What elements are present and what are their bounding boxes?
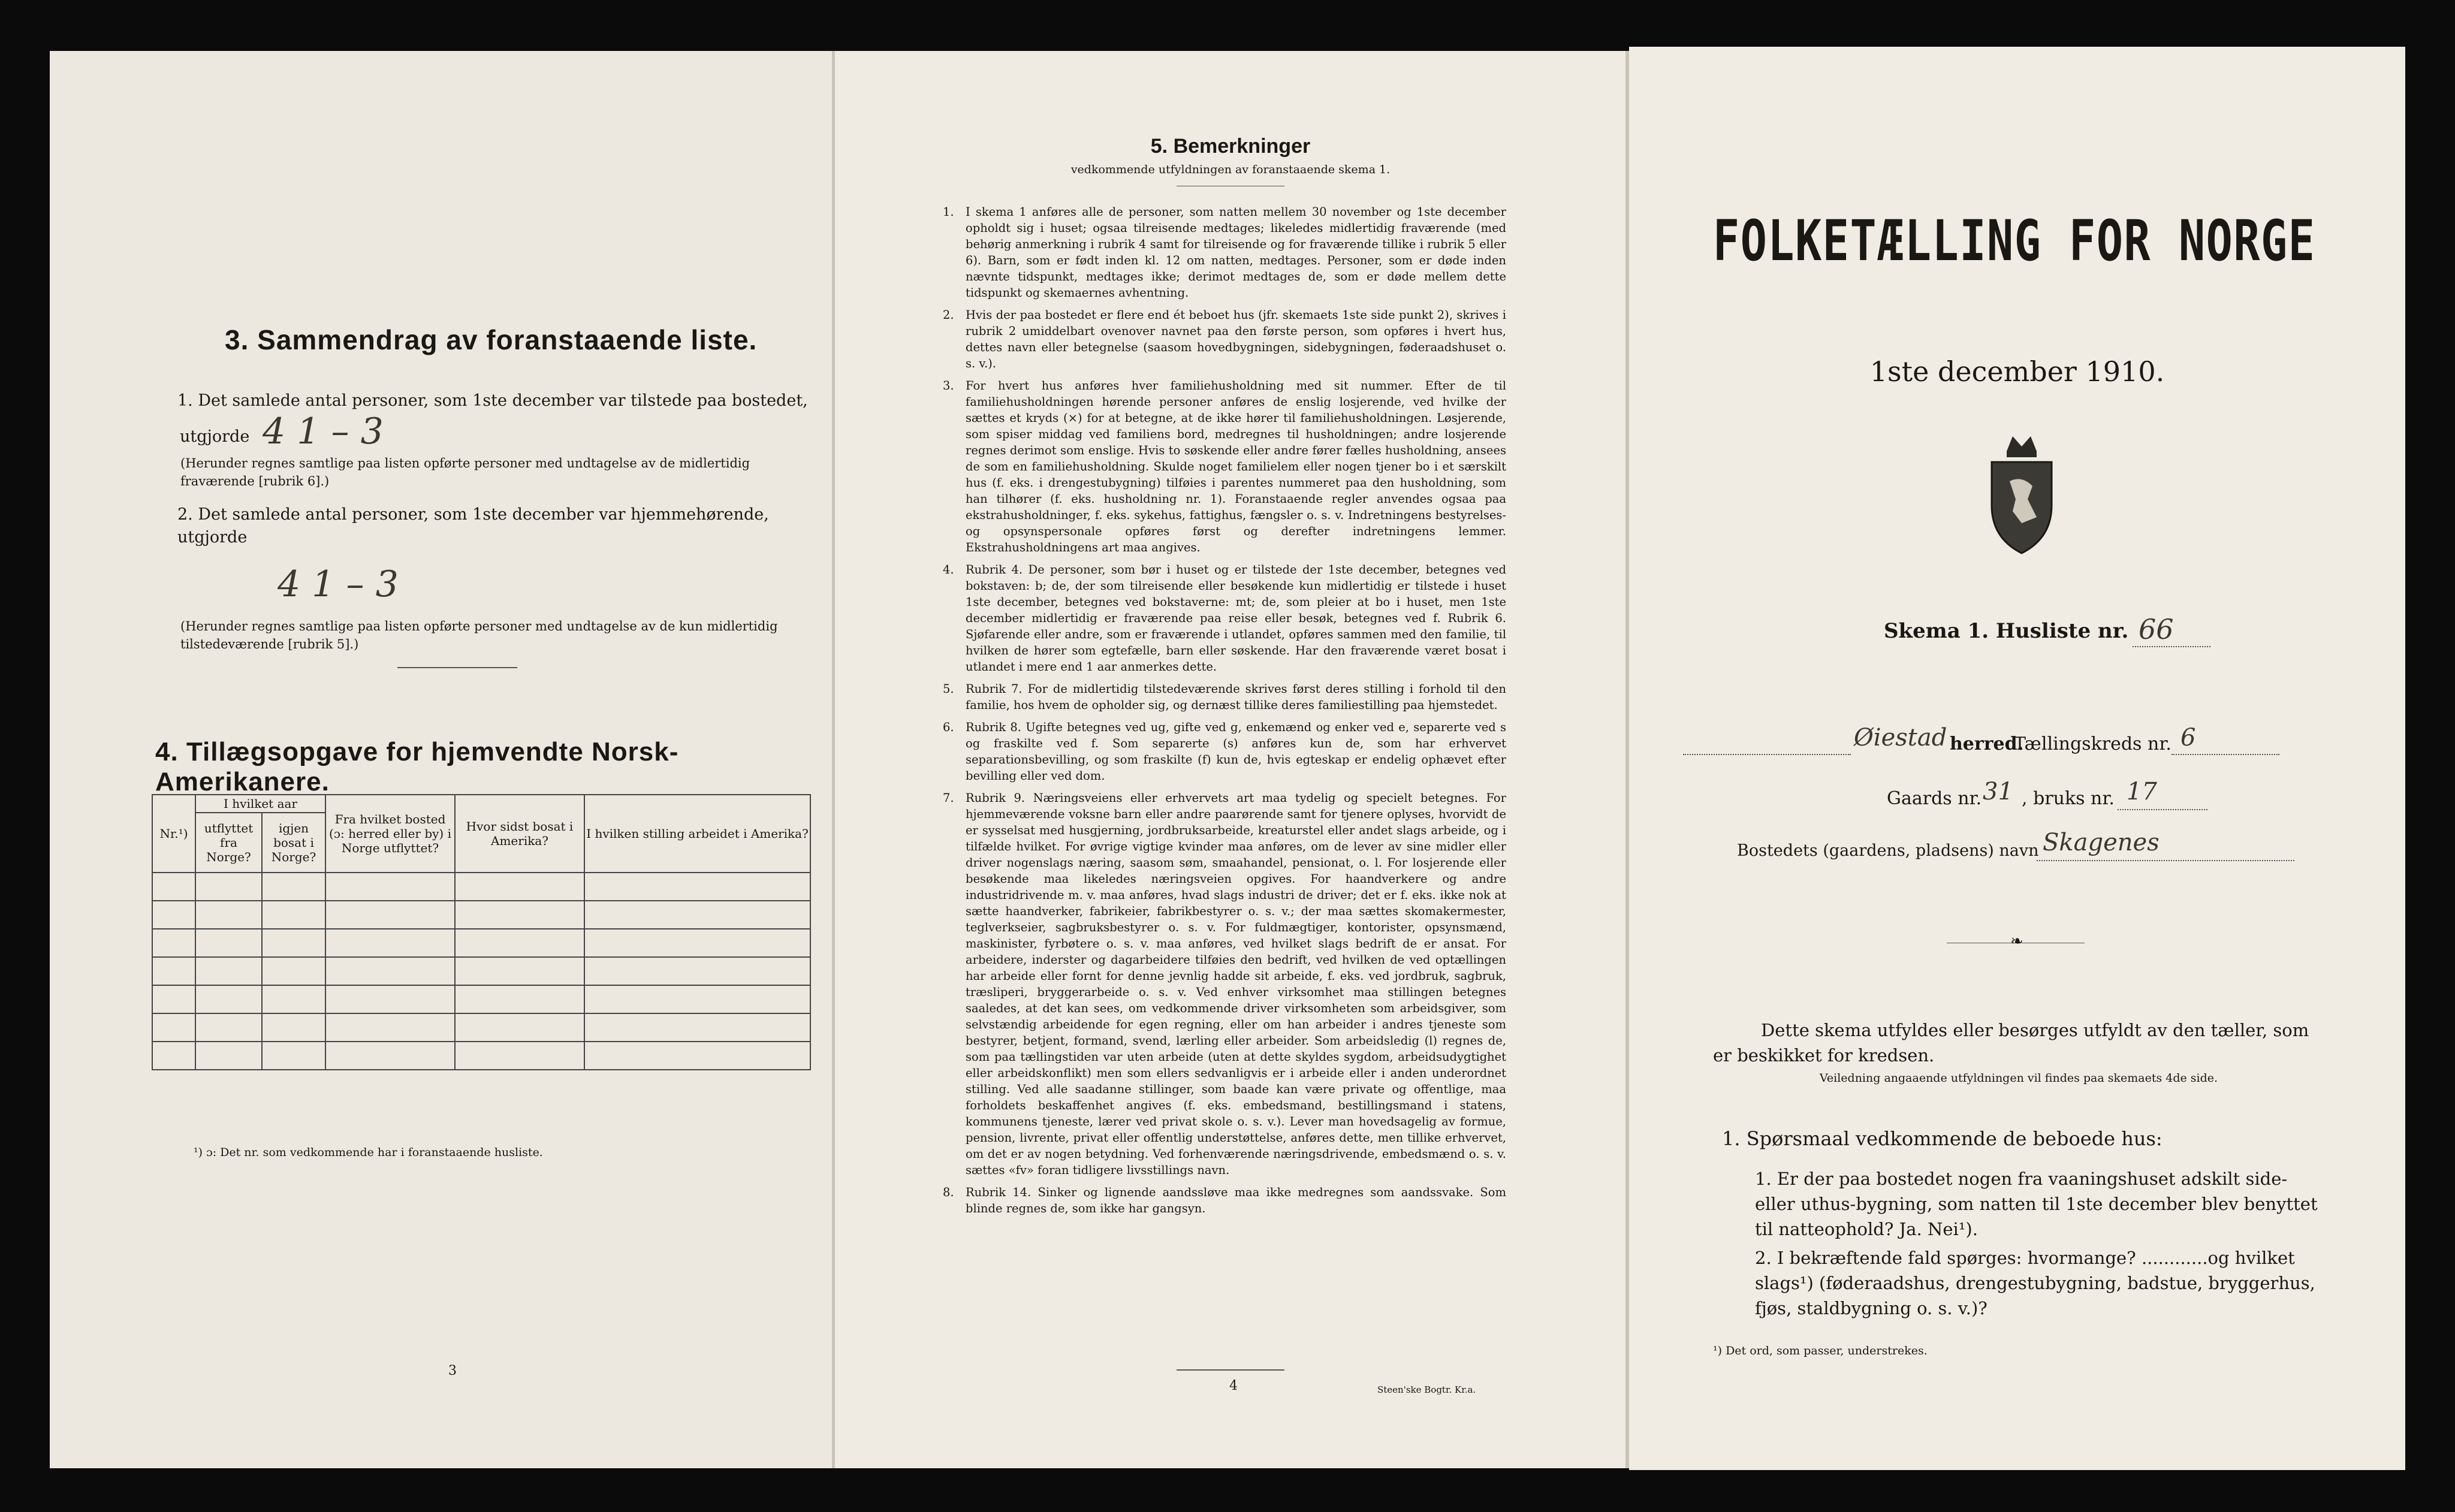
herred-label: herred. xyxy=(1950,734,2024,755)
table-row xyxy=(152,929,810,957)
remark-item xyxy=(943,790,1506,1178)
remark-number: 3. xyxy=(943,379,954,393)
page-1 xyxy=(1629,47,2405,1470)
remark-item xyxy=(943,1184,1506,1217)
remark-text: Rubrik 4. De personer, som bør i huset og er tilstede der 1ste december, betegnes ved bokstaven: b; de, der som tilreisende eller besøkende kun midlertidig er tilstede i huset 1ste december, betegnes ved bokstaverne: mt; de, som pleier at bo i huset, men 1ste december midlertidig er fraværende paa reise eller besøk, betegnes ved f. Rubrik 6. Sjøfarende eller andre, som er fraværende i utlandet, opføres sammen med den familie, til hvilken de hører som egtefælle, barn eller søskende. Har den fraværende været bosat i utlandet i mere end 1 aar anmerkes dette. xyxy=(966,563,1506,674)
norsk-amerikanere-table xyxy=(152,794,811,1070)
remark-text: Hvis der paa bostedet er flere end ét beboet hus (jfr. skemaets 1ste side punkt 2), skrives i rubrik 2 umiddelbart ovenover navnet paa den første person, som opføres i hvert hus, dettes navn eller betegnelse (saasom hovedbygningen, sidebygningen, føderaadshuset o. s. v.). xyxy=(966,308,1506,370)
herred-line-left xyxy=(1683,754,1851,755)
gaards-value: 31 xyxy=(1983,778,2013,805)
col-utflyttet: utflyttet fra Norge? xyxy=(195,813,262,873)
krets-line xyxy=(2172,754,2279,755)
page-number: 4 xyxy=(1229,1378,1238,1393)
instruction-text: Dette skema utfyldes eller besørges utfyldt av den tæller, som er beskikket for kredsen. xyxy=(1713,1020,2309,1066)
page-4 xyxy=(835,51,1626,1468)
table-footnote: ¹) ɔ: Det nr. som vedkommende har i foranstaaende husliste. xyxy=(194,1146,543,1159)
item-1-value: 4 1 – 3 xyxy=(263,411,384,452)
remark-number: 7. xyxy=(943,791,954,805)
remark-text: I skema 1 anføres alle de personer, som natten mellem 30 november og 1ste december opholdt sig i huset; ogsaa tilreisende medtages; likeledes midlertidig fraværende (med behørig anmerkning i rubrik 4 samt for tilreisende og for fraværende tillike i rubrik 5 eller 6). Barn, som er født inden kl. 12 om natten, medtages. Personer, som er døde inden nævnte tidspunkt, medtages ikke; derimot medtages de, som er døde mellem dette tidspunkt og skemaernes avhentning. xyxy=(966,205,1506,300)
page-footnote: ¹) Det ord, som passer, understrekes. xyxy=(1713,1344,1928,1357)
schema-line xyxy=(2133,646,2210,647)
section-4-title: 4. Tillægsopgave for hjemvendte Norsk-Amerikanere. xyxy=(155,737,679,796)
col-year-group: I hvilket aar xyxy=(195,795,325,813)
remarks-subtitle: vedkommende utfyldningen av foranstaaende skema 1. xyxy=(1070,163,1391,176)
bruks-line xyxy=(2118,809,2207,810)
remark-item xyxy=(943,378,1506,556)
page-3 xyxy=(50,51,832,1468)
bosted-line xyxy=(2037,860,2294,861)
col-nr: Nr.¹) xyxy=(152,795,195,873)
remark-item xyxy=(943,562,1506,675)
question-2: 2. I bekræftende fald spørges: hvormange? ............og hvilket slags¹) (føderaadshus, drengestubygning, badstue, bryggerhus, fjøs, staldbygning o. s. v.)? xyxy=(1755,1248,2315,1318)
col-fra: Fra hvilket bosted (ɔ: herred eller by) i Norge utflyttet? xyxy=(325,795,455,873)
bosted-label: Bostedets (gaardens, pladsens) navn xyxy=(1737,841,2039,860)
gaards-label: Gaards nr. xyxy=(1887,788,1982,809)
remark-text: Rubrik 7. For de midlertidig tilstedeværende skrives først deres stilling i forhold til den familie, hos hvem de opholder sig, og dernæst tillike deres familiestilling paa hjemstedet. xyxy=(966,682,1506,712)
page-number: 3 xyxy=(448,1363,457,1378)
remarks-list xyxy=(943,204,1506,1378)
remark-item xyxy=(943,681,1506,713)
remark-number: 1. xyxy=(943,205,954,219)
bruks-label: , bruks nr. xyxy=(2022,788,2115,809)
remark-item xyxy=(943,204,1506,301)
krets-label: Tællingskreds nr. xyxy=(2014,734,2172,755)
herred-value: Øiestad xyxy=(1854,724,1947,752)
remark-number: 6. xyxy=(943,720,954,734)
bruks-value: 17 xyxy=(2127,778,2157,805)
guide-text: Veiledning angaaende utfyldningen vil findes paa skemaets 4de side. xyxy=(1819,1072,2218,1085)
table-row xyxy=(152,985,810,1013)
remark-item xyxy=(943,719,1506,784)
krets-value: 6 xyxy=(2180,724,2196,752)
printer-mark: Steen'ske Bogtr. Kr.a. xyxy=(1377,1384,1476,1395)
item-1-note: (Herunder regnes samtlige paa listen opførte personer med undtagelse av de midlertidig fraværende [rubrik 6].) xyxy=(180,456,750,488)
remark-item xyxy=(943,307,1506,372)
remark-number: 8. xyxy=(943,1185,954,1199)
remarks-title: 5. Bemerkninger xyxy=(1150,135,1311,158)
remark-text: Rubrik 14. Sinker og lignende aandssløve maa ikke medregnes som aandssvake. Som blinde regnes de, som ikke har gangsyn. xyxy=(966,1185,1506,1215)
section-3-title: 3. Sammendrag av foranstaaende liste. xyxy=(225,324,758,355)
table-row xyxy=(152,1013,810,1042)
end-rule xyxy=(1177,1369,1284,1371)
item-2-note: (Herunder regnes samtlige paa listen opførte personer med undtagelse av de kun midlertidig tilstedeværende [rubrik 5].) xyxy=(180,619,778,651)
question-1: 1. Er der paa bostedet nogen fra vaaningshuset adskilt side- eller uthus-bygning, som natten til 1ste december blev benyttet til natteophold? Ja. Nei¹). xyxy=(1755,1169,2318,1239)
divider xyxy=(397,667,517,668)
item-2-text: 2. Det samlede antal personer, som 1ste december var hjemmehørende, utgjorde xyxy=(177,505,769,547)
item-2-value: 4 1 – 3 xyxy=(278,563,399,605)
remark-text: For hvert hus anføres hver familiehusholdning med sit nummer. Efter de til familiehusholdningen hørende personer anføres de enslig losjerende, ved hvilke der sættes et kryds (×) for at betegne, at de ikke hører til familiehusholdningen. Løsjerende, som spiser middag ved familiens bord, medregnes til husholdningen; andre losjerende regnes derimot som enslige. Hvis to søskende eller andre fører fælles husholdning, ansees de som en familiehusholdning. Skulde noget familielem eller nogen tjener bo i et særskilt hus (f. eks. i drengestubygning) tilføies i parentes nummeret paa den husholdning, som han tilhører (f. eks. husholdning nr. 1). Foranstaaende regler anvendes ogsaa paa ekstrahusholdninger, f. eks. sykehus, fattighus, fængsler o. s. v. Indretningens bestyrelses- og opsynspersonale opføres først og derefter indretningens lemmer. Ekstrahusholdningens art maa angives. xyxy=(966,379,1506,554)
remark-number: 4. xyxy=(943,563,954,577)
item-1-text: 1. Det samlede antal personer, som 1ste december var tilstede paa bostedet, xyxy=(177,391,808,410)
col-igjen: igjen bosat i Norge? xyxy=(262,813,325,873)
col-stilling: I hvilken stilling arbeidet i Amerika? xyxy=(584,795,810,873)
norway-coat-of-arms-icon xyxy=(1980,433,2064,559)
table-row xyxy=(152,873,810,901)
remark-number: 5. xyxy=(943,682,954,696)
main-title: FOLKETÆLLING FOR NORGE xyxy=(1713,209,2316,274)
census-date: 1ste december 1910. xyxy=(1869,355,2165,388)
question-heading: 1. Spørsmaal vedkommende de beboede hus: xyxy=(1722,1127,2163,1150)
table-row xyxy=(152,1042,810,1070)
table-row xyxy=(152,901,810,929)
schema-value: 66 xyxy=(2139,613,2174,645)
item-1-label: utgjorde xyxy=(180,427,250,446)
schema-label: Skema 1. Husliste nr. xyxy=(1884,619,2129,643)
table-row xyxy=(152,957,810,985)
remark-text: Rubrik 8. Ugifte betegnes ved ug, gifte ved g, enkemænd og enker ved e, separerte ved s og fraskilte ved f. Som separerte (s) anføres kun de, som har erhvervet separationsbevilling, og som fraskilte (f) kun de, hvis egteskap er endelig ophævet efter bevilling eller ved dom. xyxy=(966,720,1506,783)
remark-text: Rubrik 9. Næringsveiens eller erhvervets art maa tydelig og specielt betegnes. For hjemmeværende voksne barn eller andre paarørende samt for tjenere oplyses, hvorvidt de er sysselsat med husgjerning, jordbruksarbeide, kreaturstel eller andet slags arbeide, og i tilfælde hvilket. For øvrige vigtige kvinder maa anføres, om de lever av sine midler eller driver nogenslags næring, saasom søm, smaahandel, pensionat, o. l. For losjerende eller besøkende maa likeledes næringsveien opgives. For haandverkere og andre industridrivende m. v. maa anføres, hvad slags industri de driver; det er f. eks. ikke nok at sætte haandverker, fabrikeier, fabrikbestyrer o. s. v.; der maa sættes skomakermester, teglverkseier, sagbruksbestyrer o. s. v. For fuldmægtiger, kontorister, opsynsmænd, maskinister, fyrbøtere o. s. v. maa anføres, ved hvilket slags bedrift de er ansat. For arbeidere, inderster og dagarbeidere tilføies den bedrift, ved hvilken de ved optællingen har arbeide eller fornt for denne jevnlig hadde sit arbeide, f. eks. ved jordbruk, sagbruk, træsliperi, bryggerarbeide o. s. v. Ved enhver virksomhet maa stillingen betegnes saaledes, at det kan sees, om vedkommende driver virksomheten som arbeidsgiver, som selvstændig arbeidende for egen regning, eller om han arbeider i andres tjeneste som bestyrer, betjent, formand, svend, lærling eller arbeider. Som arbeidsledig (l) regnes de, som paa tællingstiden var uten arbeide (uten at dette skyldes sygdom, arbeidsudygtighet eller arbeidskonflikt) men som ellers sedvanligvis er i arbeide eller i anden underordnet stilling. Ved alle saadanne stillinger, som baade kan være private og offentlige, maa forholdets beskaffenhet angives (f. eks. embedsmand, bestillingsmand i statens, kommunens tjeneste, lærer ved privat skole o. s. v.). Lever man hovedsagelig av formue, pension, livrente, privat eller offentlig understøttelse, anføres dette, men tillike erhvervet, om det er av nogen betydning. Ved forhenværende næringsdrivende, embedsmænd o. s. v. sættes «fv» foran tidligere livsstillings navn. xyxy=(966,791,1506,1177)
bosted-value: Skagenes xyxy=(2043,829,2160,856)
remark-number: 2. xyxy=(943,308,954,322)
col-hvor: Hvor sidst bosat i Amerika? xyxy=(455,795,584,873)
ornament-icon: ❧ xyxy=(2010,932,2023,950)
